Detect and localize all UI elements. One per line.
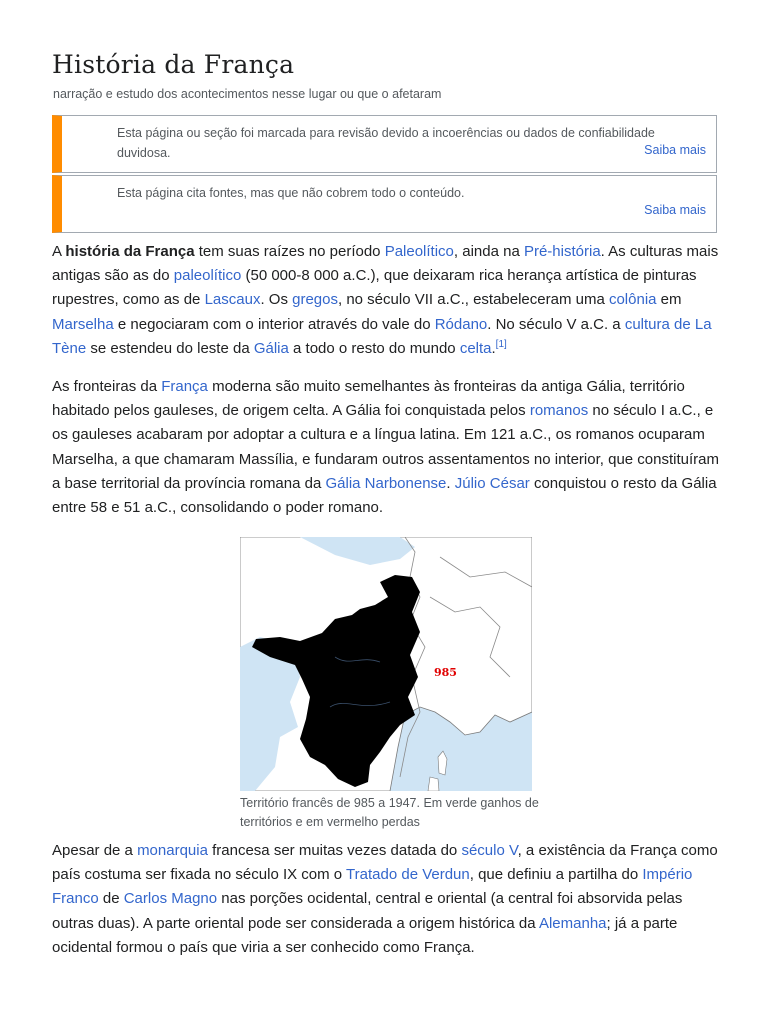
reference-link[interactable]: [1] [495, 338, 507, 350]
text: conquistou o resto da Gália entre 58 e 51 a.C., consolidando o poder romano. [52, 474, 717, 517]
paragraph-intro [52, 240, 722, 361]
page-subtitle: narração e estudo dos acontecimentos nesse lugar ou que o afetaram [53, 87, 442, 101]
text: no século I a.C., e os gauleses acabaram por adoptar a cultura e a língua latina. Em 121 a.C., os romanos ocuparam Marselha, a que chamaram Massília, e fundaram outros assentamentos no interior, que constituíram a base territorial da província romana da [52, 402, 719, 492]
text: de [98, 890, 124, 908]
notice-sources [52, 175, 717, 233]
paragraph-borders [52, 375, 722, 520]
paragraph-monarchy [52, 839, 722, 960]
link-celta[interactable]: celta [459, 339, 492, 357]
page-title: História da França [52, 50, 295, 79]
link-lascaux[interactable]: Lascaux [204, 291, 261, 309]
notice-learn-more-link[interactable]: Saiba mais [644, 143, 706, 157]
text: a todo o resto do mundo [288, 339, 460, 357]
text: nas porções ocidental, central e oriental (a central foi absorvida pelas outras duas). A parte oriental pode ser considerada a origem histórica da [52, 890, 683, 932]
text: ; já a parte ocidental formou o país que viria a ser conhecido como França. [52, 914, 678, 956]
link-tratado-de-verdun[interactable]: Tratado de Verdun [346, 866, 470, 884]
figure-caption: Território francês de 985 a 1947. Em verde ganhos de territórios e em vermelho perdas [240, 796, 539, 829]
notice-review [52, 115, 717, 173]
text: . No século V a.C. a [487, 315, 625, 333]
link-imperio-franco[interactable]: Império Franco [52, 866, 693, 908]
text: Apesar de a [52, 842, 138, 859]
sardinia-island [428, 777, 439, 791]
link-carlos-magno[interactable]: Carlos Magno [123, 890, 218, 908]
link-seculo-v[interactable]: século V [461, 842, 518, 859]
notice-text: Esta página ou seção foi marcada para revisão devido a incoerências ou dados de confiabilidade duvidosa. [117, 126, 655, 160]
text: francesa ser muitas vezes datada do [207, 842, 462, 859]
text: . [491, 339, 496, 357]
france-territory-map[interactable] [240, 537, 532, 791]
link-romanos[interactable]: romanos [529, 402, 589, 420]
text: se estendeu do leste da [86, 339, 254, 357]
text: , no século VII a.C., estabeleceram uma [338, 291, 609, 309]
link-paleolitico[interactable]: Paleolítico [384, 243, 454, 260]
text: moderna são muito semelhantes às fronteiras da antiga Gália, território habitado pelos gauleses, de origem celta. A Gália foi conquistada pelos [52, 378, 685, 420]
link-galia[interactable]: Gália [253, 339, 289, 357]
link-alemanha[interactable]: Alemanha [538, 914, 607, 932]
link-paleolitico-2[interactable]: paleolítico [173, 267, 242, 285]
map-figure [240, 537, 532, 791]
text: em [656, 291, 682, 309]
link-pre-historia[interactable]: Pré-história [523, 243, 601, 260]
text: , ainda na [453, 243, 524, 260]
text: , a existência da França como país costuma ser fixada no século IX com o [52, 842, 718, 884]
text: A [52, 243, 66, 260]
link-cultura-la-tene[interactable]: cultura de La Tène [52, 315, 712, 357]
link-monarquia[interactable]: monarquia [137, 842, 208, 859]
bold-term: história da França [65, 243, 195, 260]
text: e negociaram com o interior através do vale do [113, 315, 435, 333]
link-galia-narbonense[interactable]: Gália Narbonense [325, 474, 447, 492]
text: . [446, 474, 455, 492]
notice-text: Esta página cita fontes, mas que não cobrem todo o conteúdo. [117, 186, 465, 200]
text: . Os [260, 291, 293, 309]
text: , que definiu a partilha do [469, 866, 643, 884]
text: tem suas raízes no período [194, 243, 385, 260]
link-julio-cesar[interactable]: Júlio César [454, 474, 530, 492]
link-colonia[interactable]: colônia [608, 291, 657, 309]
text: As fronteiras da [52, 378, 162, 395]
year-label: 985 [434, 666, 457, 679]
link-rodano[interactable]: Ródano [434, 315, 488, 333]
text: . As culturas mais antigas são as do [52, 243, 719, 285]
link-gregos[interactable]: gregos [292, 291, 338, 309]
link-franca[interactable]: França [161, 378, 208, 395]
notice-learn-more-link[interactable]: Saiba mais [644, 203, 706, 217]
link-marselha[interactable]: Marselha [52, 315, 114, 333]
text: (50 000-8 000 a.C.), que deixaram rica herança artística de pinturas rupestres, como as de [52, 267, 697, 309]
